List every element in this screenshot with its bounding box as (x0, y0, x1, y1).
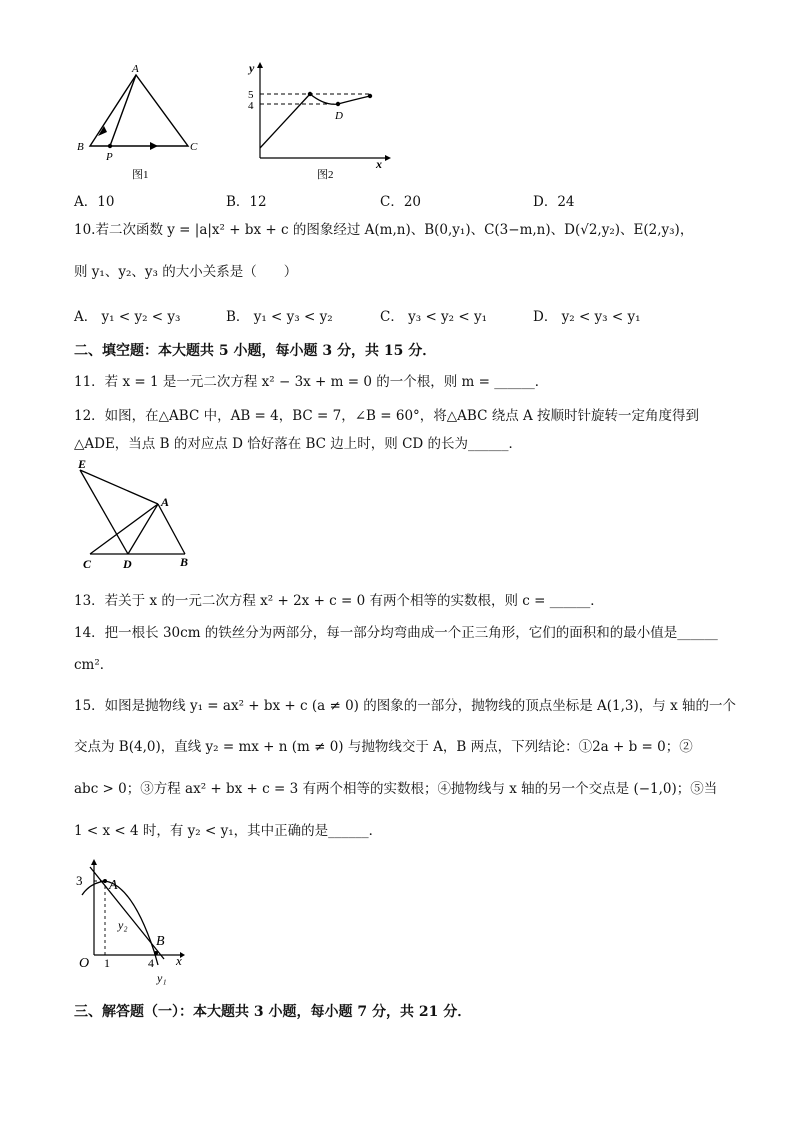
q9-option-c[interactable]: C．20 (380, 194, 422, 210)
section-3-heading: 三、解答题（一）：本大题共 3 小题，每小题 7 分，共 21 分． (74, 1004, 472, 1020)
q12-stem-line-2: △ADE，当点 B 的对应点 D 恰好落在 BC 边上时，则 CD 的长为______． (74, 436, 523, 452)
figure-2-caption: 图2 (317, 169, 334, 181)
q12-stem-line-1: 12．如图，在△ABC 中，AB = 4，BC = 7，∠B = 60°，将△ABC 绕点 A 按顺时针旋转一定角度得到 (74, 408, 700, 424)
point-p-label: P (106, 151, 113, 163)
point-d-label: D (335, 110, 343, 122)
q14-stem-line-2: cm²． (74, 657, 114, 673)
q15-x-axis-label: x (176, 953, 182, 968)
q9-option-b[interactable]: B．12 (226, 194, 267, 210)
q10-option-a[interactable]: A． y₁ < y₂ < y₃ (74, 309, 181, 325)
q15-figure (72, 855, 202, 990)
q10-stem-line-2: 则 y₁、y₂、y₃ 的大小关系是（ ） (74, 264, 298, 280)
vertex-b-label: B (77, 141, 84, 153)
figure-1-caption: 图1 (132, 169, 149, 181)
q15-stem-line-2: 交点为 B(4,0)，直线 y₂ = mx + n (m ≠ 0) 与抛物线交于 A，B 两点，下列结论：①2a + b = 0；② (74, 739, 693, 755)
x-axis-label: x (376, 157, 382, 171)
q12-point-e-label: E (78, 457, 87, 471)
q15-stem-line-4: 1 < x < 4 时，有 y₂ < y₁，其中正确的是______． (74, 823, 383, 839)
q15-point-a-label: A (109, 878, 118, 893)
q11-stem: 11．若 x = 1 是一元二次方程 x² − 3x + m = 0 的一个根，则 m = ______． (74, 374, 549, 390)
q15-stem-line-1: 15．如图是抛物线 y₁ = ax² + bx + c (a ≠ 0) 的图象的一部分，抛物线的顶点坐标是 A(1,3)，与 x 轴的一个 (74, 698, 736, 714)
q9-option-d[interactable]: D．24 (533, 194, 575, 210)
q15-origin-label: O (79, 956, 90, 971)
q9-figure-1 (70, 60, 210, 185)
q10-option-d[interactable]: D． y₂ < y₃ < y₁ (533, 309, 641, 325)
q10-stem-line-1: 10.若二次函数 y = |a|x² + bx + c 的图象经过 A(m,n)、B(0,y₁)、C(3−m,n)、D(√2,y₂)、E(2,y₃)， (74, 222, 694, 238)
q13-stem: 13．若关于 x 的一元二次方程 x² + 2x + c = 0 有两个相等的实数根，则 c = ______． (74, 593, 604, 609)
q12-point-a-label: A (161, 495, 170, 509)
q14-stem-line-1: 14．把一根长 30cm 的铁丝分为两部分，每一部分均弯曲成一个正三角形，它们的面积和的最小值是______ (74, 625, 718, 641)
q15-point-b-label: B (156, 934, 165, 949)
q15-stem-line-3: abc > 0；③方程 ax² + bx + c = 3 有两个相等的实数根；④抛物线与 x 轴的另一个交点是 (−1,0)；⑤当 (74, 781, 718, 797)
q15-y1-label: y₁ (157, 971, 167, 985)
q15-y2-label: y₂ (118, 918, 128, 932)
section-2-heading: 二、填空题：本大题共 5 小题，每小题 3 分，共 15 分． (74, 343, 437, 359)
q9-option-a[interactable]: A．10 (74, 194, 115, 210)
tick-5-label: 5 (248, 89, 254, 101)
q15-tick-1-label: 1 (104, 956, 110, 970)
q10-option-b[interactable]: B． y₁ < y₃ < y₂ (226, 309, 333, 325)
vertex-a-label: A (132, 63, 139, 75)
q10-option-c[interactable]: C． y₃ < y₂ < y₁ (380, 309, 488, 325)
q12-point-d-label: D (123, 557, 132, 571)
q9-figure-2 (235, 58, 395, 185)
vertex-c-label: C (190, 141, 198, 153)
y-axis-label: y (249, 61, 255, 75)
q12-point-b-label: B (180, 555, 189, 569)
q15-tick-3-label: 3 (76, 873, 83, 888)
q12-point-c-label: C (83, 557, 92, 571)
q12-figure (70, 456, 210, 574)
tick-4-label: 4 (248, 100, 254, 112)
q15-tick-4-label: 4 (148, 956, 154, 970)
